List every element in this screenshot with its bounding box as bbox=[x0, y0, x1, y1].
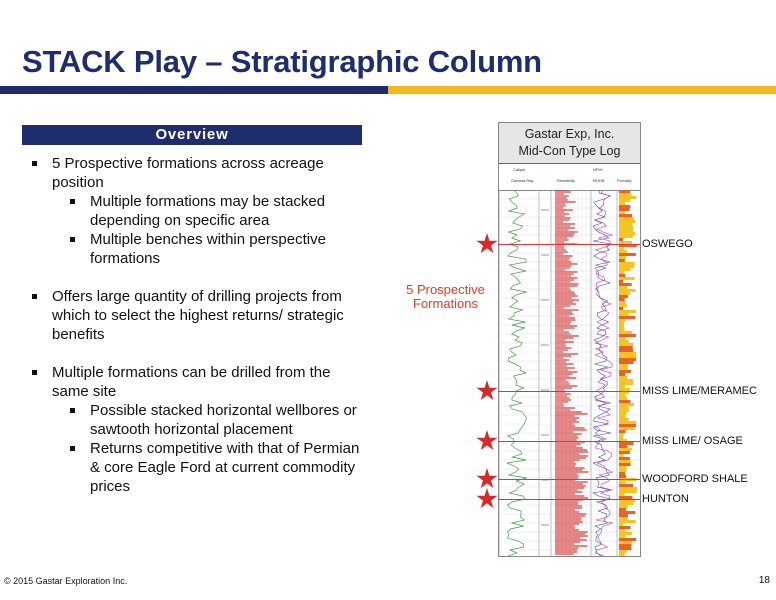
formation-label: HUNTON bbox=[642, 493, 689, 505]
bullet-prospective-formations: 5 Prospective formations across acreage position bbox=[30, 154, 362, 192]
bullet-drilling-projects: Offers large quantity of drilling projects from which to select the highest returns/ strategic benefits bbox=[30, 287, 362, 344]
track-header-porosity: Porosity bbox=[617, 178, 632, 183]
type-log-title-line1: Gastar Exp, Inc. bbox=[524, 127, 615, 141]
formation-label: WOODFORD SHALE bbox=[642, 473, 748, 485]
formation-label: MISS LIME/MERAMEC bbox=[642, 385, 757, 397]
page-number: 18 bbox=[758, 575, 770, 586]
track-header-nphi: NPHI bbox=[593, 167, 603, 172]
star-icon bbox=[476, 380, 498, 402]
slide-title: STACK Play – Stratigraphic Column bbox=[22, 44, 542, 79]
type-log-title-line2: Mid-Con Type Log bbox=[518, 144, 621, 158]
footer-copyright: © 2015 Gastar Exploration Inc. bbox=[4, 576, 128, 586]
star-icon bbox=[476, 468, 498, 490]
prospective-label-line2: Formations bbox=[412, 296, 479, 311]
sub-bullet-stacked: Multiple formations may be stacked depending on specific area bbox=[30, 192, 362, 230]
type-log-title bbox=[499, 123, 640, 163]
bullet-same-site: Multiple formations can be drilled from the same site bbox=[30, 363, 362, 401]
formation-line bbox=[498, 244, 640, 245]
title-underline-navy bbox=[0, 86, 388, 94]
formation-line bbox=[498, 479, 640, 480]
formation-label: OSWEGO bbox=[642, 238, 693, 250]
sub-bullet-returns: Returns competitive with that of Permian & core Eagle Ford at current commodity prices bbox=[30, 439, 362, 496]
prospective-formations-label bbox=[393, 283, 498, 311]
track-header-gamma: Gamma Ray bbox=[511, 178, 534, 183]
track-header-rhob: RHOB bbox=[593, 178, 605, 183]
prospective-label-line1: 5 Prospective bbox=[406, 282, 485, 297]
formation-line bbox=[498, 499, 640, 500]
star-icon bbox=[476, 488, 498, 510]
star-icon bbox=[476, 233, 498, 255]
star-icon bbox=[476, 430, 498, 452]
formation-label: MISS LIME/ OSAGE bbox=[642, 435, 743, 447]
overview-header: Overview bbox=[22, 125, 362, 145]
sub-bullet-horizontal-wellbores: Possible stacked horizontal wellbores or sawtooth horizontal placement bbox=[30, 401, 362, 439]
formation-line bbox=[498, 441, 640, 442]
type-log-image bbox=[498, 122, 641, 557]
overview-bullets bbox=[30, 154, 362, 496]
formation-line bbox=[498, 391, 640, 392]
track-header-caliper: Caliper bbox=[513, 167, 526, 172]
track-header-resistivity: Resistivity bbox=[557, 178, 576, 183]
sub-bullet-benches: Multiple benches within perspective formations bbox=[30, 230, 362, 268]
title-underline-gold bbox=[388, 86, 776, 94]
type-log-track-headers bbox=[499, 163, 640, 191]
